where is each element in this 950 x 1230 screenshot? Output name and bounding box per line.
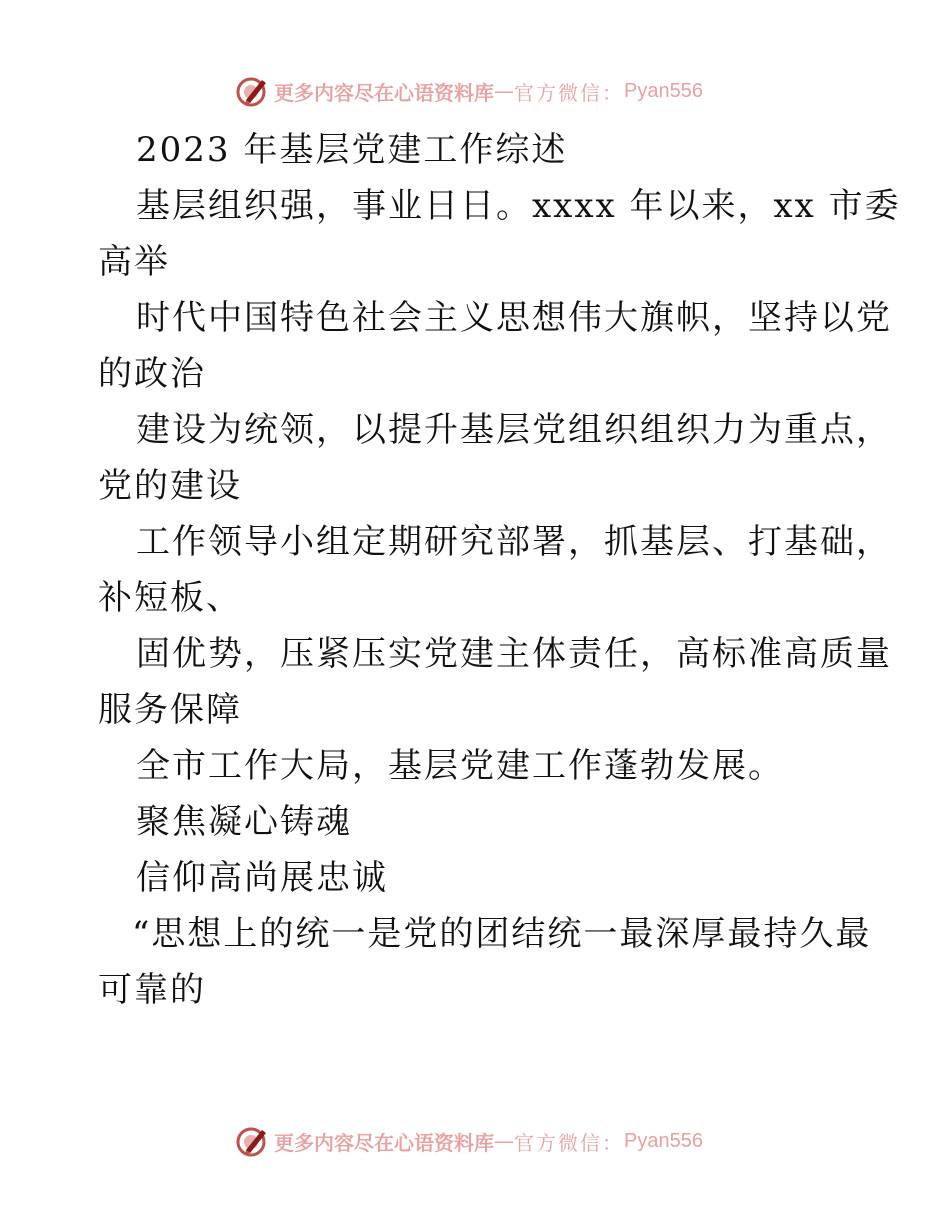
watermark-dash: — xyxy=(494,1129,514,1153)
document-body xyxy=(98,122,901,1018)
watermark-text: 更多内容尽在心语资料库 xyxy=(274,80,494,105)
body-line: 可靠的 xyxy=(98,970,206,1010)
watermark-official-label: 官方微信： xyxy=(514,80,624,105)
body-line: 固优势，压紧压实党建主体责任，高标准高质量 xyxy=(136,634,892,674)
watermark-wechat-id: Pyan556 xyxy=(624,79,703,102)
watermark-dash: — xyxy=(494,79,514,103)
document-title: 2023 年基层党建工作综述 xyxy=(136,130,568,170)
body-line: 建设为统领，以提升基层党组织组织力为重点， xyxy=(136,410,892,450)
body-line: “思想上的统一是党的团结统一最深厚最持久最 xyxy=(132,914,872,954)
body-line: 工作领导小组定期研究部署，抓基层、打基础， xyxy=(136,522,892,562)
body-line: 全市工作大局，基层党建工作蓬勃发展。 xyxy=(136,746,784,786)
watermark-text: 更多内容尽在心语资料库 xyxy=(274,1130,494,1155)
body-line: 时代中国特色社会主义思想伟大旗帜，坚持以党 xyxy=(136,298,892,338)
header-watermark xyxy=(236,72,703,110)
body-line: 高举 xyxy=(98,242,170,282)
watermark-official-label: 官方微信： xyxy=(514,1130,624,1155)
body-line: 服务保障 xyxy=(98,690,242,730)
watermark-wechat-id: Pyan556 xyxy=(624,1129,703,1152)
body-line: 的政治 xyxy=(98,354,206,394)
body-line: 基层组织强，事业日日。xxxx 年以来，xx 市委 xyxy=(136,186,901,226)
section-subheading: 信仰高尚展忠诚 xyxy=(136,858,388,898)
body-line: 补短板、 xyxy=(98,578,242,618)
footer-watermark xyxy=(236,1122,703,1160)
pen-logo-icon xyxy=(236,1124,270,1158)
body-line: 党的建设 xyxy=(98,466,242,506)
pen-logo-icon xyxy=(236,74,270,108)
section-heading: 聚焦凝心铸魂 xyxy=(136,802,352,842)
